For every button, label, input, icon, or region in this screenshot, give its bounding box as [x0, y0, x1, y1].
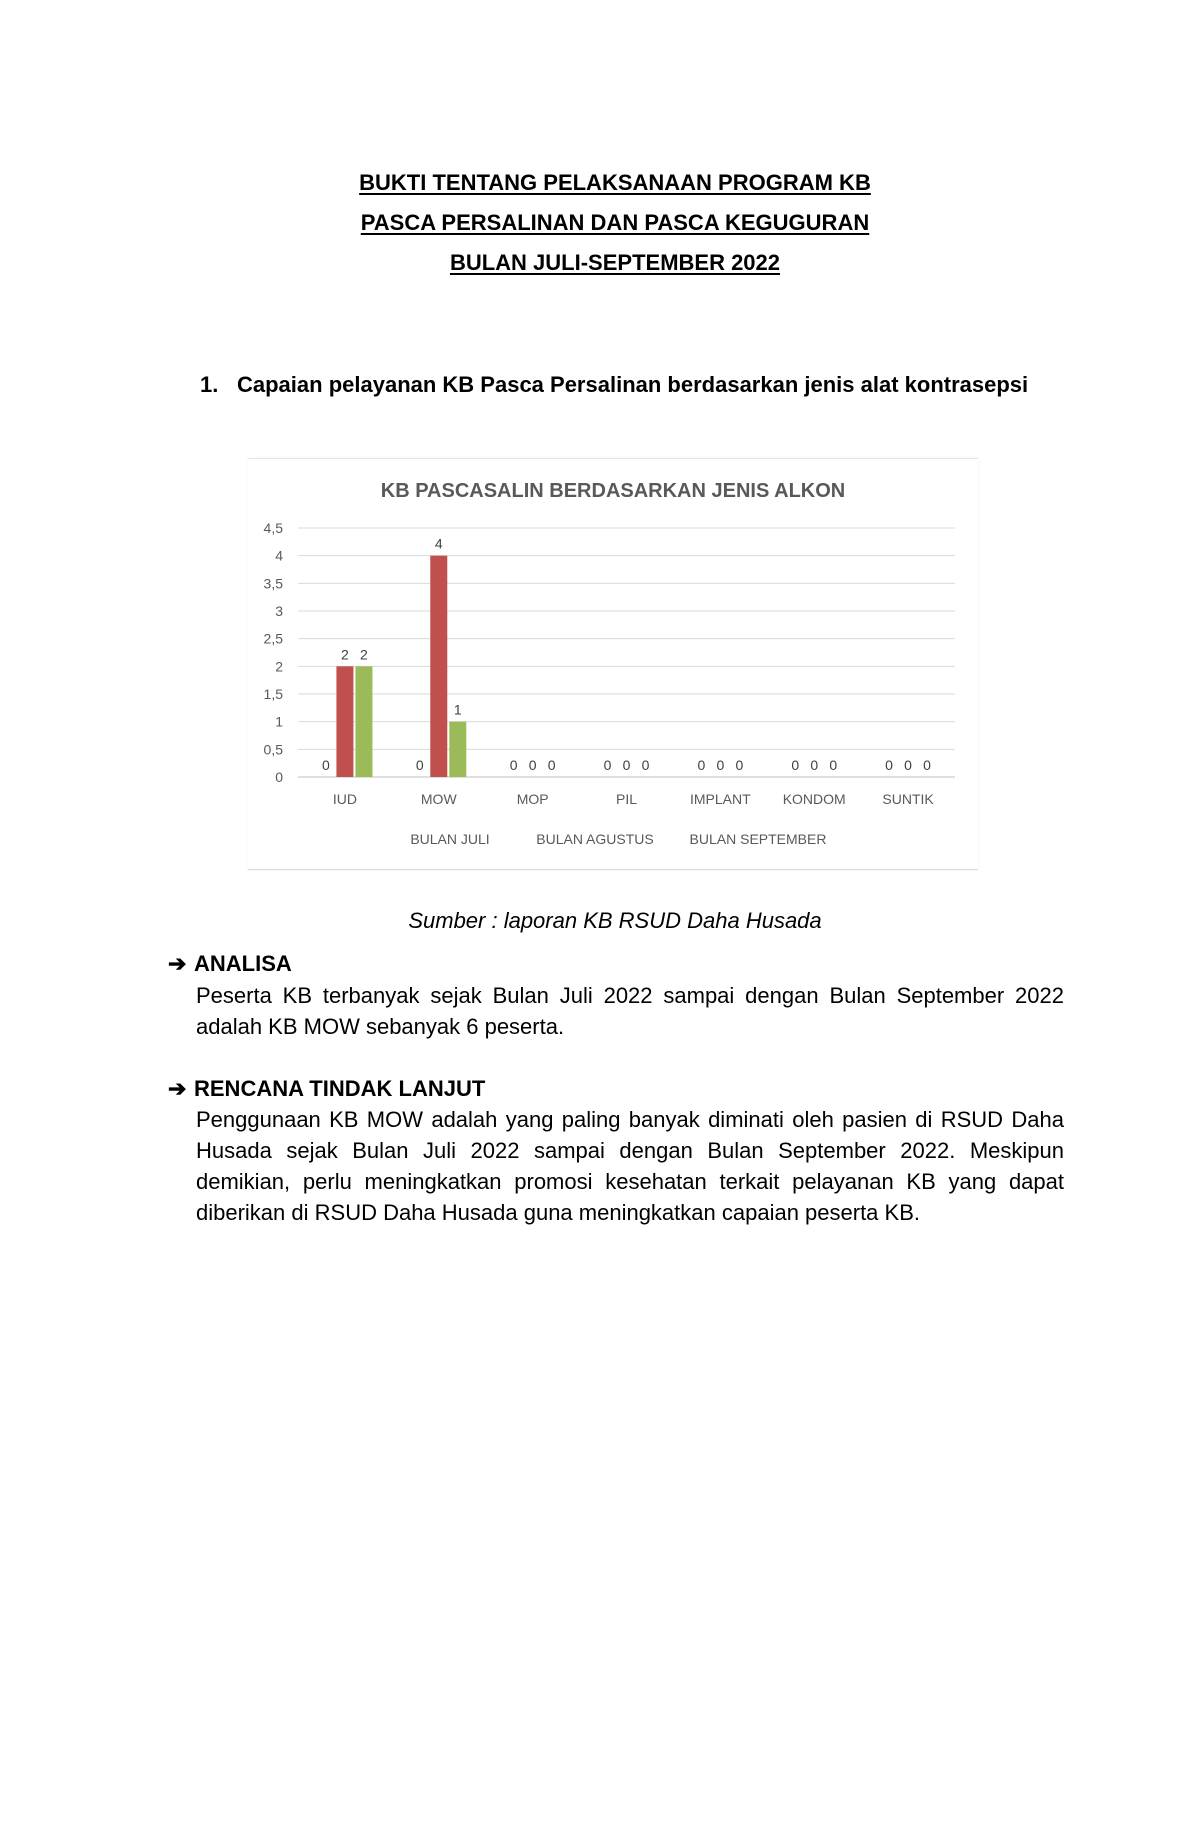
- bar-chart: [248, 458, 978, 870]
- data-label: 0: [885, 757, 893, 773]
- legend-entry: BULAN JULI: [410, 831, 490, 847]
- data-label: 0: [791, 757, 800, 773]
- title-line-2: PASCA PERSALINAN DAN PASCA KEGUGURAN: [360, 210, 870, 235]
- data-label: 0: [923, 757, 931, 773]
- x-tick-label: SUNTIK: [882, 791, 934, 807]
- title-line-3: BULAN JULI-SEPTEMBER 2022: [449, 250, 781, 275]
- data-label: 0: [322, 757, 330, 773]
- y-tick-label: 0: [275, 769, 283, 785]
- data-label: 4: [434, 535, 443, 552]
- y-tick-label: 2: [275, 658, 283, 675]
- title-line-1: BUKTI TENTANG PELAKSANAAN PROGRAM KB: [359, 170, 871, 195]
- data-label: 0: [622, 757, 631, 773]
- x-tick-label: IUD: [332, 791, 357, 807]
- data-label: 0: [697, 757, 706, 773]
- data-label: 2: [360, 646, 368, 663]
- section-1: [200, 365, 1064, 405]
- analysis-heading-label: ANALISA: [194, 951, 292, 976]
- y-tick-label: 1,5: [263, 686, 283, 702]
- bar-bulan-agustus: [336, 666, 353, 777]
- chart-canvas: [248, 459, 978, 869]
- y-tick-label: 1: [275, 713, 283, 730]
- data-label: 0: [829, 757, 838, 773]
- data-label: 0: [810, 757, 819, 773]
- y-tick-label: 3: [275, 603, 283, 619]
- data-label: 0: [528, 757, 537, 773]
- data-label: 0: [509, 757, 518, 773]
- section-title: Capaian pelayanan KB Pasca Persalinan berdasarkan jenis alat kontrasepsi: [237, 372, 1029, 397]
- right-arrow-icon: ➔: [168, 951, 187, 976]
- y-tick-label: 2,5: [263, 630, 283, 647]
- data-label: 0: [547, 757, 556, 773]
- data-label: 0: [603, 757, 612, 773]
- x-tick-label: MOW: [420, 791, 457, 807]
- analysis-heading: [168, 951, 292, 977]
- bar-bulan-agustus: [430, 556, 447, 777]
- right-arrow-icon: ➔: [168, 1076, 187, 1101]
- chart-title: KB PASCASALIN BERDASARKAN JENIS ALKON: [380, 480, 846, 502]
- data-label: 0: [641, 757, 650, 773]
- data-label: 0: [735, 757, 744, 773]
- y-tick-label: 0,5: [263, 741, 283, 758]
- y-tick-label: 3,5: [263, 575, 283, 592]
- section-number: 1.: [200, 372, 219, 397]
- source-caption: Sumber : laporan KB RSUD Daha Husada: [408, 908, 822, 933]
- x-tick-label: PIL: [615, 791, 638, 807]
- bar-bulan-september: [449, 722, 466, 777]
- data-label: 2: [341, 646, 349, 663]
- follow-up-heading: [168, 1076, 485, 1102]
- legend-entry: BULAN AGUSTUS: [536, 831, 654, 847]
- data-label: 0: [415, 757, 424, 773]
- bar-bulan-september: [355, 666, 372, 777]
- follow-up-text: Penggunaan KB MOW adalah yang paling banyak diminati oleh pasien di RSUD Daha Husada sejak Bulan Juli 2022 sampai dengan Bulan September 2022. Meskipun demikian, perlu meningkatkan promosi kesehatan terkait pelayanan KB yang dapat diberikan di RSUD Daha Husada guna meningkatkan capaian peserta KB.: [196, 1107, 1064, 1225]
- data-label: 0: [716, 757, 725, 773]
- x-tick-label: KONDOM: [782, 791, 846, 807]
- x-tick-label: MOP: [516, 791, 549, 807]
- legend-entry: BULAN SEPTEMBER: [689, 831, 827, 847]
- y-tick-label: 4: [275, 547, 283, 564]
- data-label: 1: [453, 701, 462, 718]
- follow-up-heading-label: RENCANA TINDAK LANJUT: [194, 1076, 486, 1101]
- y-tick-label: 4,5: [263, 520, 283, 536]
- analysis-text: Peserta KB terbanyak sejak Bulan Juli 2022 sampai dengan Bulan September 2022 adalah KB MOW sebanyak 6 peserta.: [196, 983, 1064, 1039]
- data-label: 0: [904, 757, 912, 773]
- x-tick-label: IMPLANT: [690, 791, 751, 807]
